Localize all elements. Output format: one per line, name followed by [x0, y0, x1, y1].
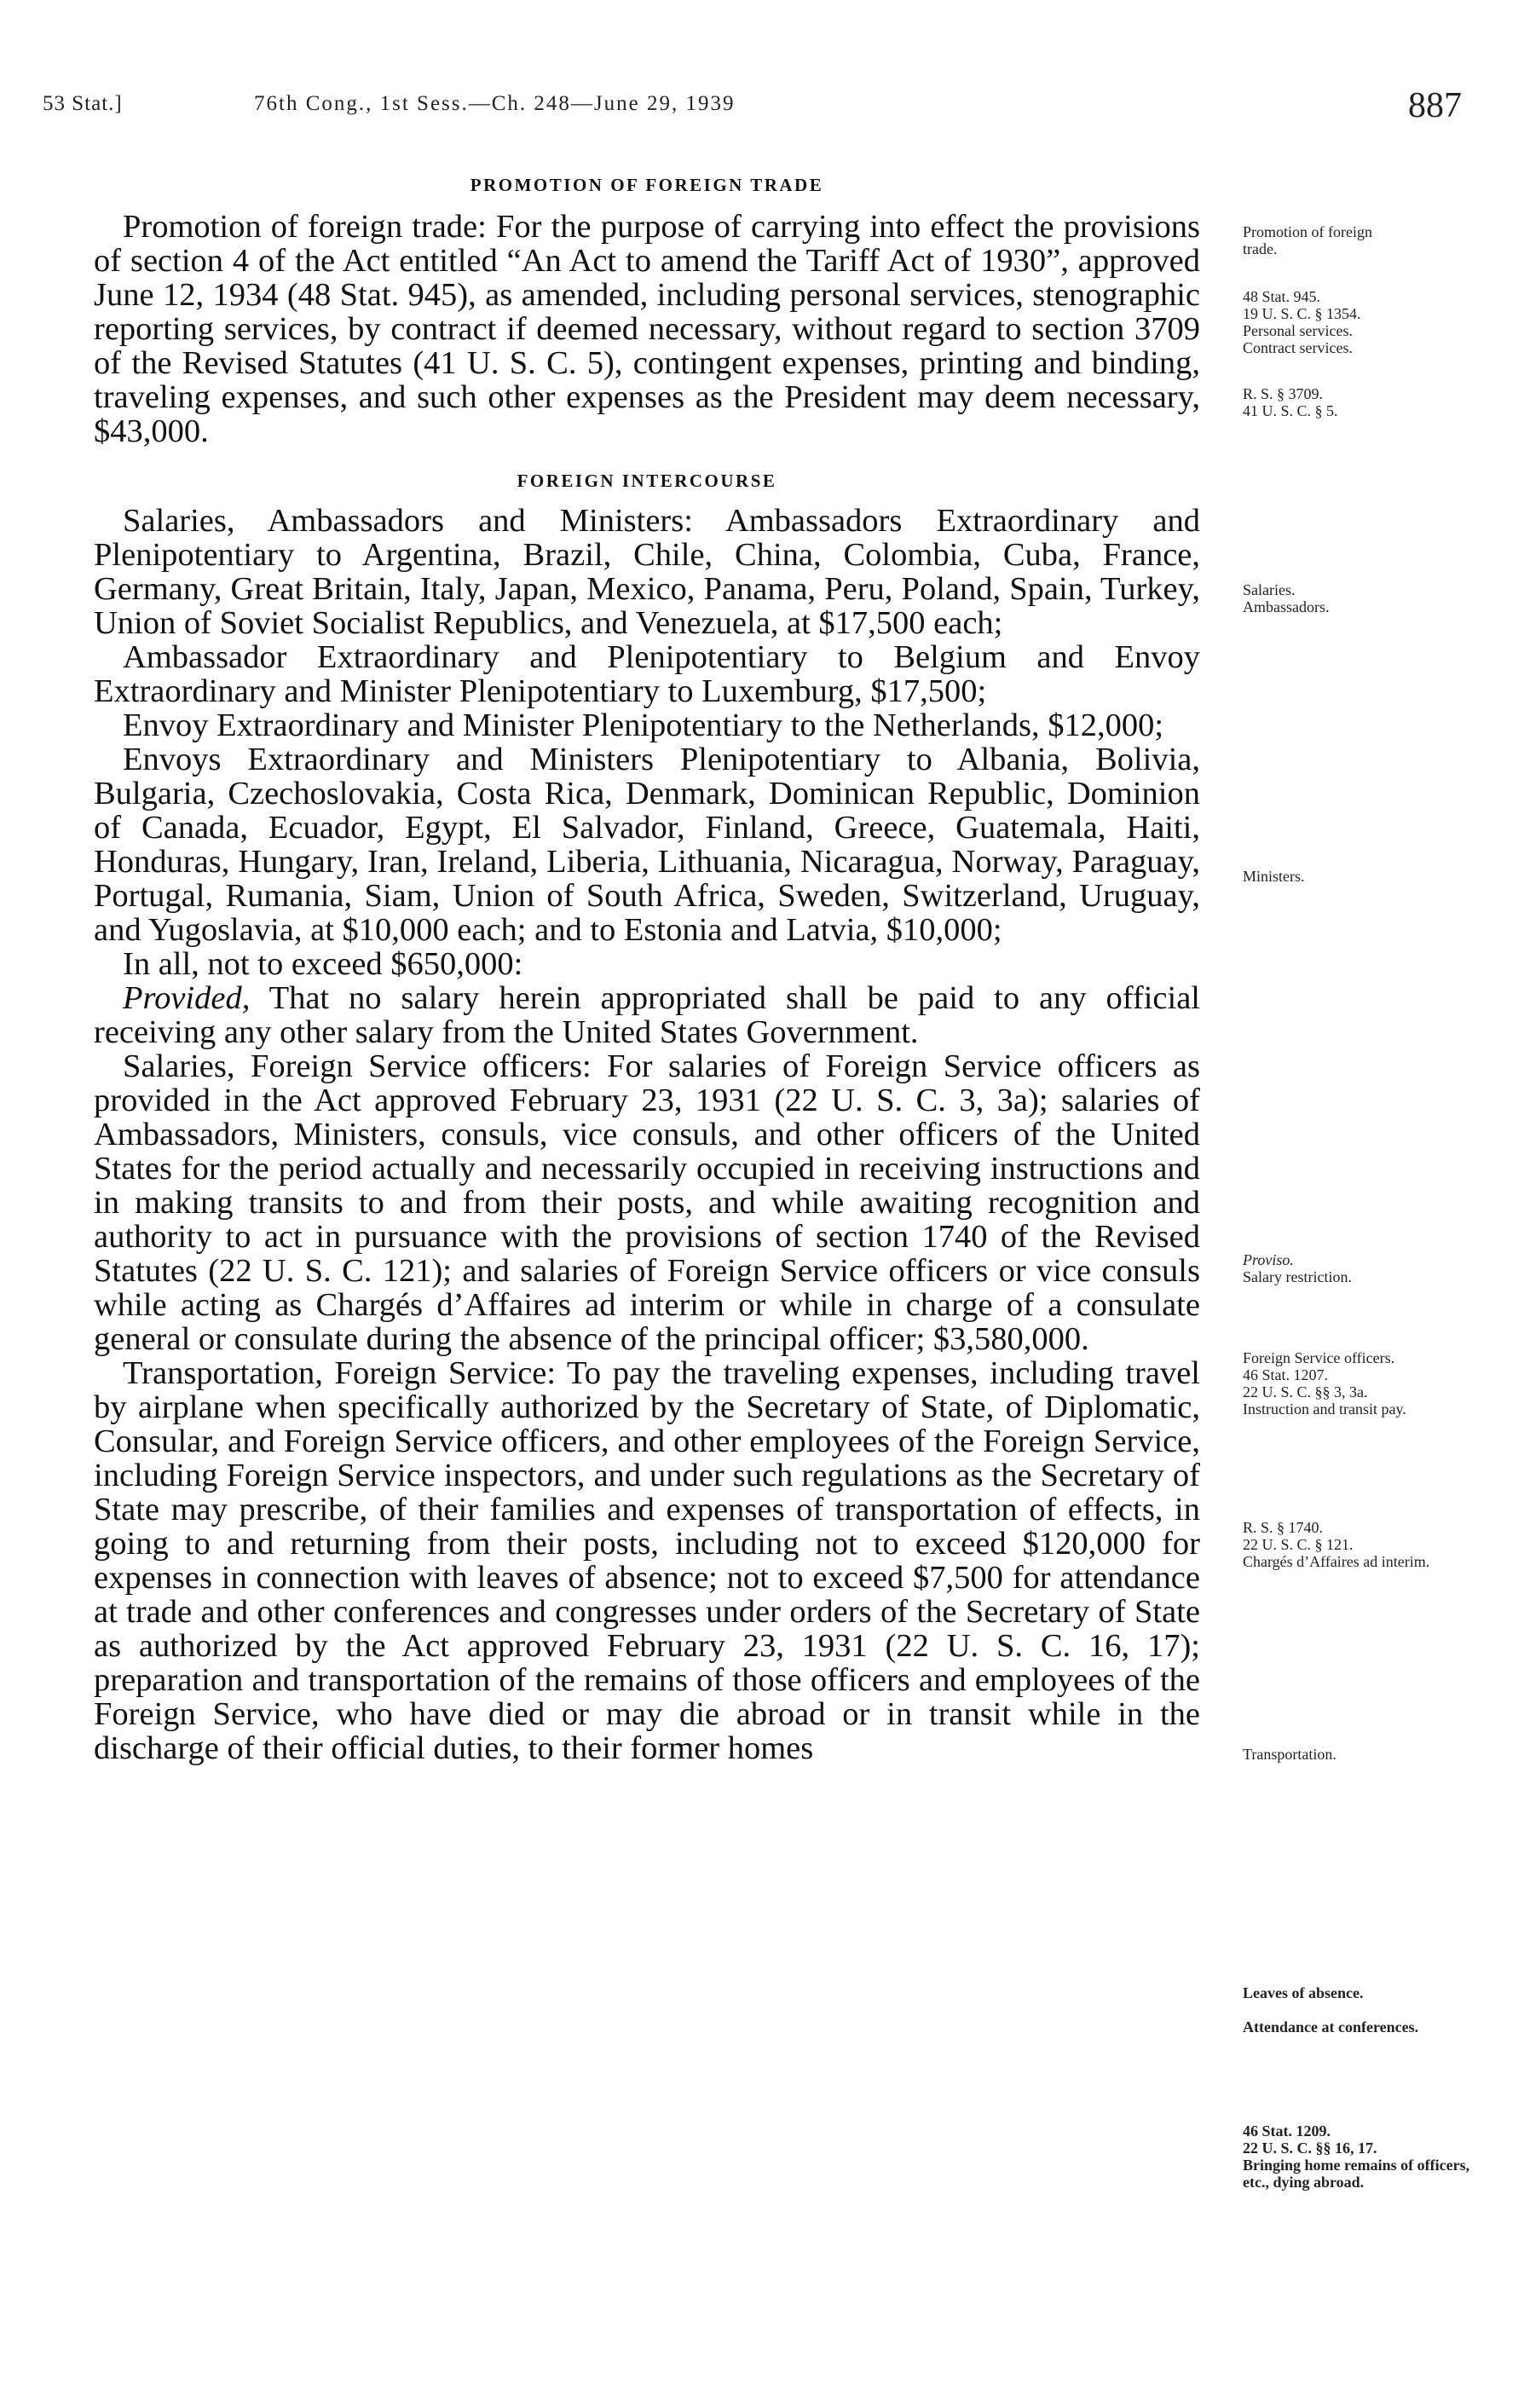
margin-note-transportation: Transportation.: [1243, 1746, 1336, 1763]
paragraph-salaries-ambassadors: Salaries, Ambassadors and Ministers: Ambassadors Extraordinary and Plenipotentiary to Argentina, Brazil, Chile, China, Colombia, Cuba, France, Germany, Great Britain, Italy, Japan, Mexico, Panama, Peru, Poland, Spain, Turkey, Union of Soviet Socialist Republics, and Venezuela, at $17,500 each;: [94, 503, 1200, 641]
paragraph-in-all: In all, not to exceed $650,000:: [123, 946, 523, 982]
paragraph-netherlands: Envoy Extraordinary and Minister Plenipotentiary to the Netherlands, $12,000;: [123, 707, 1164, 743]
margin-note-remains: 46 Stat. 1209. 22 U. S. C. §§ 16, 17. Bringing home remains of officers, etc., dying abroad.: [1243, 2122, 1470, 2191]
paragraph-proviso: [94, 981, 1200, 1049]
margin-notes: [1243, 0, 1498, 2408]
paragraph-envoys: Envoys Extraordinary and Ministers Plenipotentiary to Albania, Bolivia, Bulgaria, Czechoslovakia, Costa Rica, Denmark, Dominican Republic, Dominion of Canada, Ecuador, Egypt, El Salvador, Finland, Greece, Guatemala, Haiti, Honduras, Hungary, Iran, Ireland, Liberia, Lithuania, Nicaragua, Norway, Paraguay, Portugal, Rumania, Siam, Union of South Africa, Sweden, Switzerland, Uruguay, and Yugoslavia, at $10,000 each; and to Estonia and Latvia, $10,000;: [94, 742, 1200, 948]
margin-note-48-stat: 48 Stat. 945. 19 U. S. C. § 1354. Personal services. Contract services.: [1243, 288, 1361, 356]
running-head-left: 53 Stat.]: [43, 92, 123, 115]
margin-note-rs-3709: R. S. § 3709. 41 U. S. C. § 5.: [1243, 385, 1338, 419]
margin-note-leaves: Leaves of absence.: [1243, 1984, 1364, 2001]
margin-note-ministers: Ministers.: [1243, 868, 1305, 885]
proviso-lead: Provided,: [123, 980, 251, 1016]
paragraph-foreign-service-officers: Salaries, Foreign Service officers: For salaries of Foreign Service officers as provided in the Act approved February 23, 1931 (22 U. S. C. 3, 3a); salaries of Ambassadors, Ministers, consuls, vice consuls, and other officers of the United States for the period actually and necessarily occupied in receiving instructions and in making transits to and from their posts, and while awaiting recognition and authority to act in pursuance with the provisions of section 1740 of the Revised Statutes (22 U. S. C. 121); and salaries of Foreign Service officers or vice consuls while acting as Chargés d’Affaires ad interim or while in charge of a consulate general or consulate during the absence of the principal officer; $3,580,000.: [94, 1048, 1200, 1357]
margin-note-conferences: Attendance at conferences.: [1243, 2018, 1419, 2036]
margin-note-foreign-service: Foreign Service officers. 46 Stat. 1207. 22 U. S. C. §§ 3, 3a. Instruction and transit pay.: [1243, 1349, 1406, 1418]
section-heading-foreign-intercourse: FOREIGN INTERCOURSE: [517, 471, 777, 491]
paragraph-transportation: Transportation, Foreign Service: To pay the traveling expenses, including travel by airplane when specifically authorized by the Secretary of State, of Diplomatic, Consular, and Foreign Service officers, and other employees of the Foreign Service, including Foreign Service inspectors, and under such regulations as the Secretary of State may prescribe, of their families and expenses of transportation of effects, in going to and returning from their posts, including not to exceed $120,000 for expenses in connection with leaves of absence; not to exceed $7,500 for attendance at trade and other conferences and congresses under orders of the Secretary of State as authorized by the Act approved February 23, 1931 (22 U. S. C. 16, 17); preparation and transportation of the remains of those officers and employees of the Foreign Service, who have died or may die abroad or in transit while in the discharge of their official duties, to their former homes: [94, 1355, 1200, 1766]
margin-note-salaries: Salaries. Ambassadors.: [1243, 581, 1330, 615]
main-text-column: [94, 175, 1200, 1765]
margin-note-rs-1740: R. S. § 1740. 22 U. S. C. § 121. Chargés d’Affaires ad interim.: [1243, 1519, 1430, 1570]
running-head-title: 76th Cong., 1st Sess.—Ch. 248—June 29, 1939: [254, 92, 736, 115]
margin-note-proviso: Proviso. Salary restriction.: [1243, 1251, 1352, 1285]
paragraph-belgium: Ambassador Extraordinary and Plenipotentiary to Belgium and Envoy Extraordinary and Minister Plenipotentiary to Luxemburg, $17,500;: [94, 639, 1200, 709]
proviso-text: That no salary herein appropriated shall be paid to any official receiving any other salary from the United States Government.: [94, 980, 1200, 1050]
margin-note-promotion: Promotion of foreign trade.: [1243, 223, 1372, 257]
paragraph-promotion: Promotion of foreign trade: For the purpose of carrying into effect the provisions of section 4 of the Act entitled “An Act to amend the Tariff Act of 1930”, approved June 12, 1934 (48 Stat. 945), as amended, including personal services, stenographic reporting services, by contract if deemed necessary, without regard to section 3709 of the Revised Statutes (41 U. S. C. 5), contingent expenses, printing and binding, traveling expenses, and such other expenses as the President may deem necessary, $43,000.: [94, 209, 1200, 449]
page-number: 887: [1408, 86, 1462, 125]
section-heading-promotion: PROMOTION OF FOREIGN TRADE: [470, 175, 824, 195]
